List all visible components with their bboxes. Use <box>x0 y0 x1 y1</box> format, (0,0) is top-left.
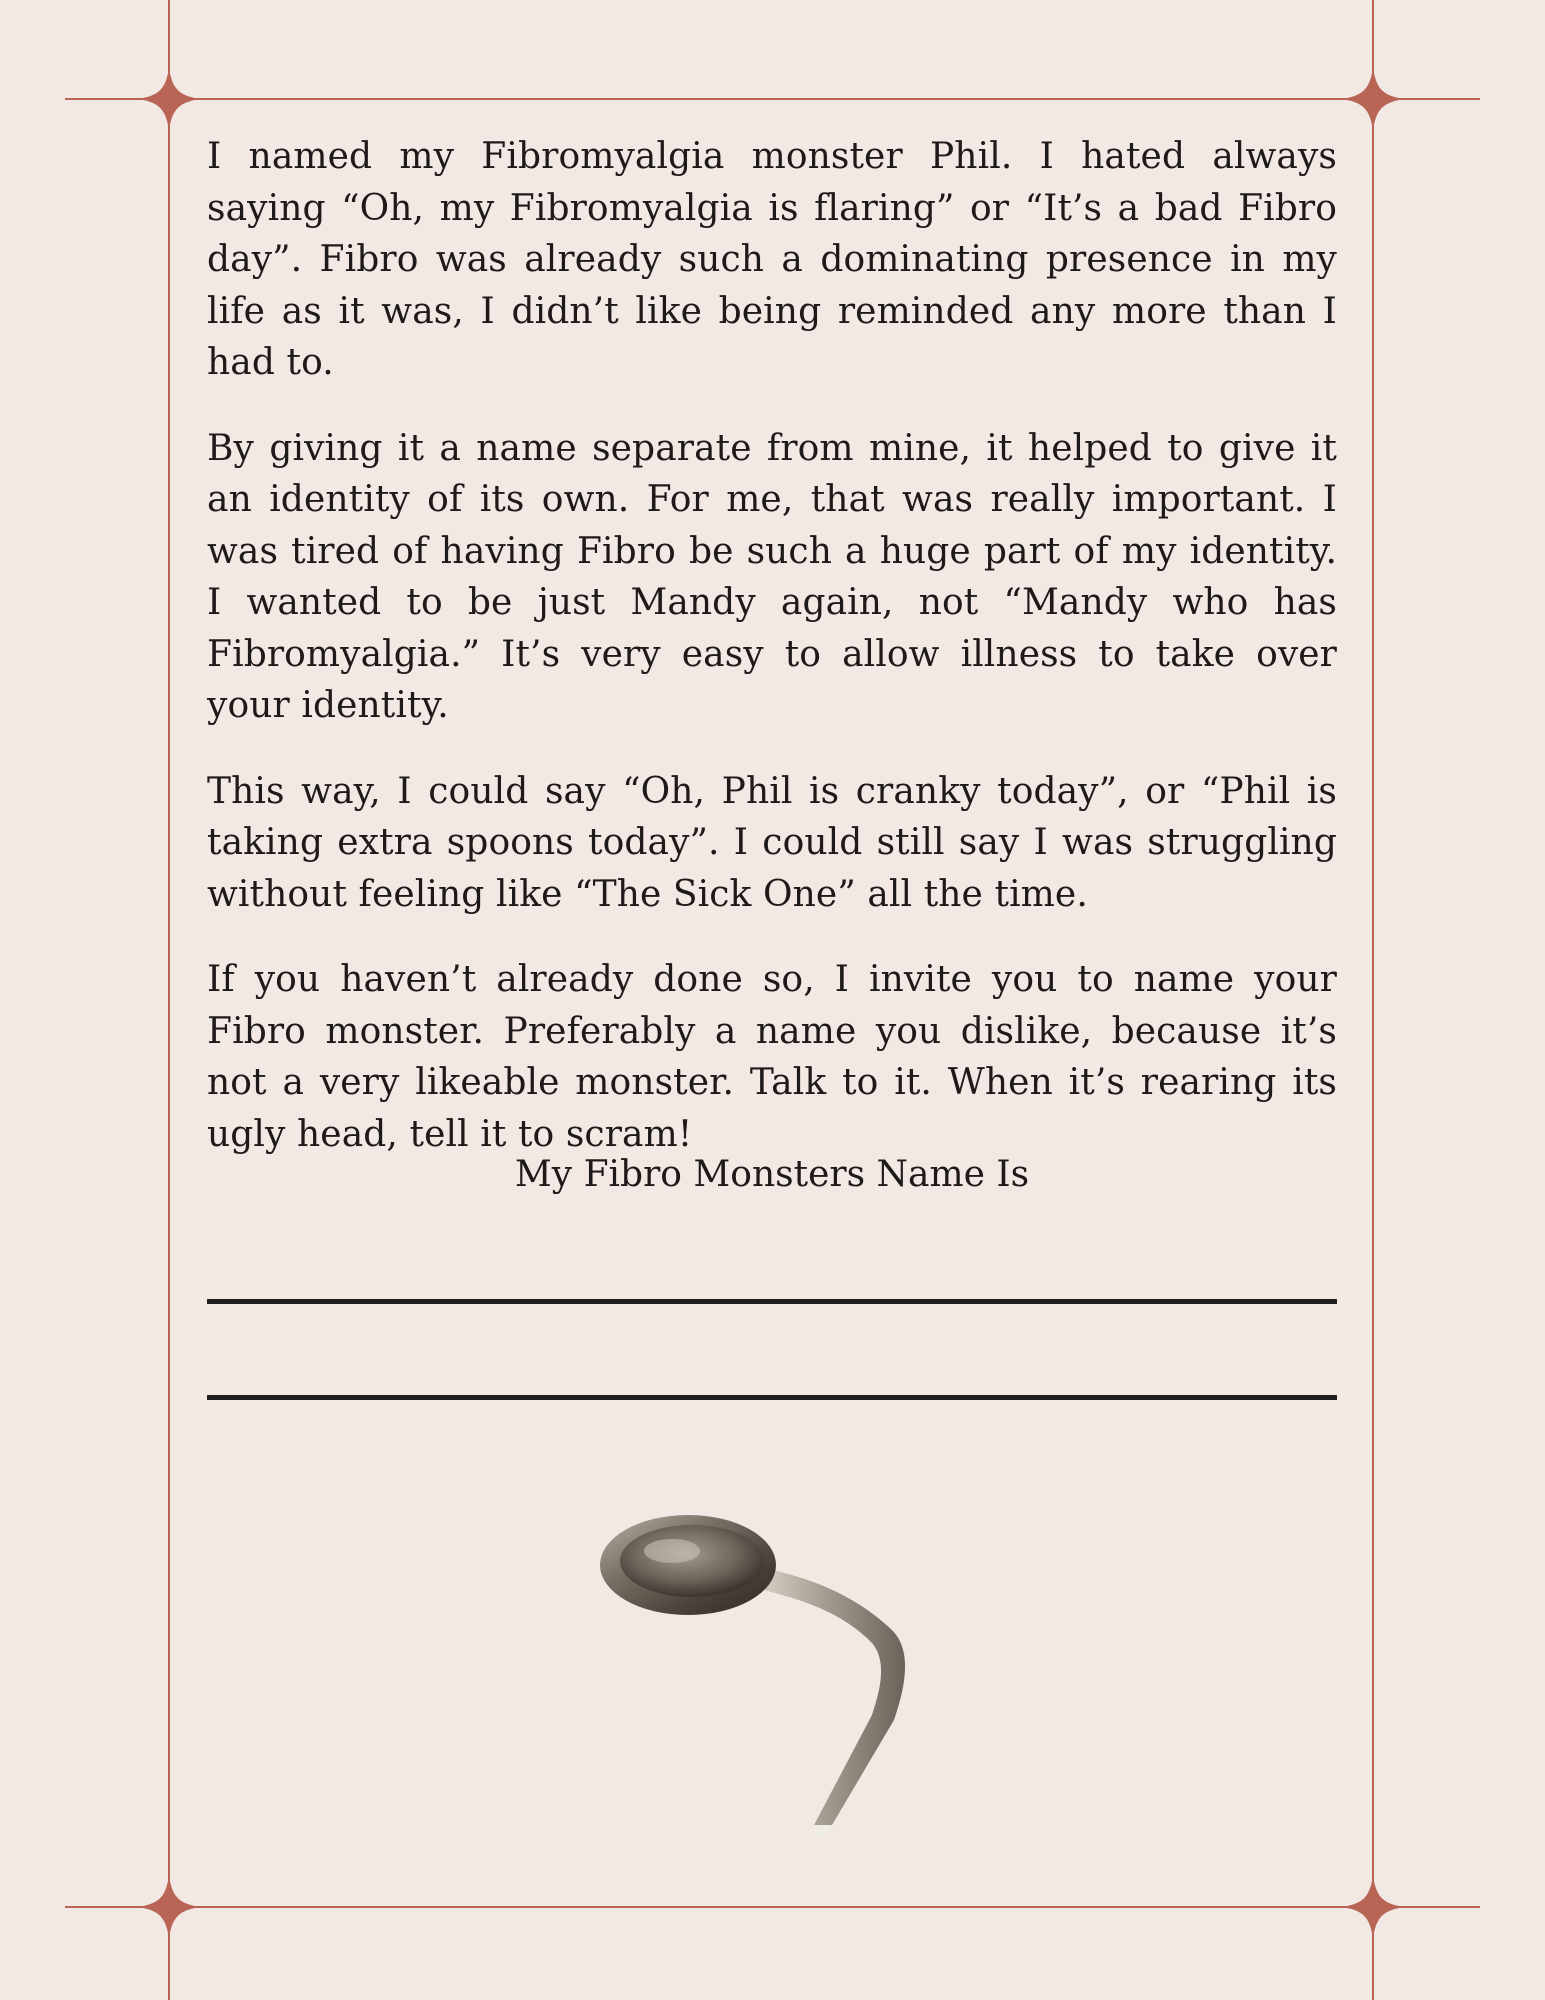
four-point-star-icon <box>137 1875 201 1939</box>
name-write-line-1[interactable] <box>207 1299 1337 1304</box>
frame-bottom-line <box>65 1906 1480 1908</box>
bent-spoon-icon <box>600 1515 920 1845</box>
body-text <box>207 131 1337 1194</box>
four-point-star-icon <box>1341 1875 1405 1939</box>
paragraph: If you haven’t already done so, I invite you to name your Fibro monster. Preferably a name you dislike, because it’s not a very likeable monster. Talk to it. When it’s rearing its ugly head, tell it to scram! <box>207 959 1337 1155</box>
paragraph: I named my Fibromyalgia monster Phil. I hated always saying “Oh, my Fibromyalgia is flaring” or “It’s a bad Fibro day”. Fibro was already such a dominating presence in my life as it was, I didn’t like being reminded any more than I had to. <box>207 136 1337 383</box>
frame-right-line <box>1372 0 1374 2000</box>
frame-left-line <box>168 0 170 2000</box>
name-write-line-2[interactable] <box>207 1395 1337 1400</box>
four-point-star-icon <box>1341 67 1405 131</box>
frame-top-line <box>65 98 1480 100</box>
name-prompt-heading: My Fibro Monsters Name Is <box>514 1154 1030 1195</box>
paragraph: By giving it a name separate from mine, it helped to give it an identity of its own. For me, that was really important. I was tired of having Fibro be such a huge part of my identity. I wanted to be just Mandy again, not “Mandy who has Fibromyalgia.” It’s very easy to allow illness to take over your identity. <box>207 427 1337 726</box>
four-point-star-icon <box>137 67 201 131</box>
paragraph: This way, I could say “Oh, Phil is cranky today”, or “Phil is taking extra spoons today”. I could still say I was struggling without feeling like “The Sick One” all the time. <box>207 770 1337 915</box>
